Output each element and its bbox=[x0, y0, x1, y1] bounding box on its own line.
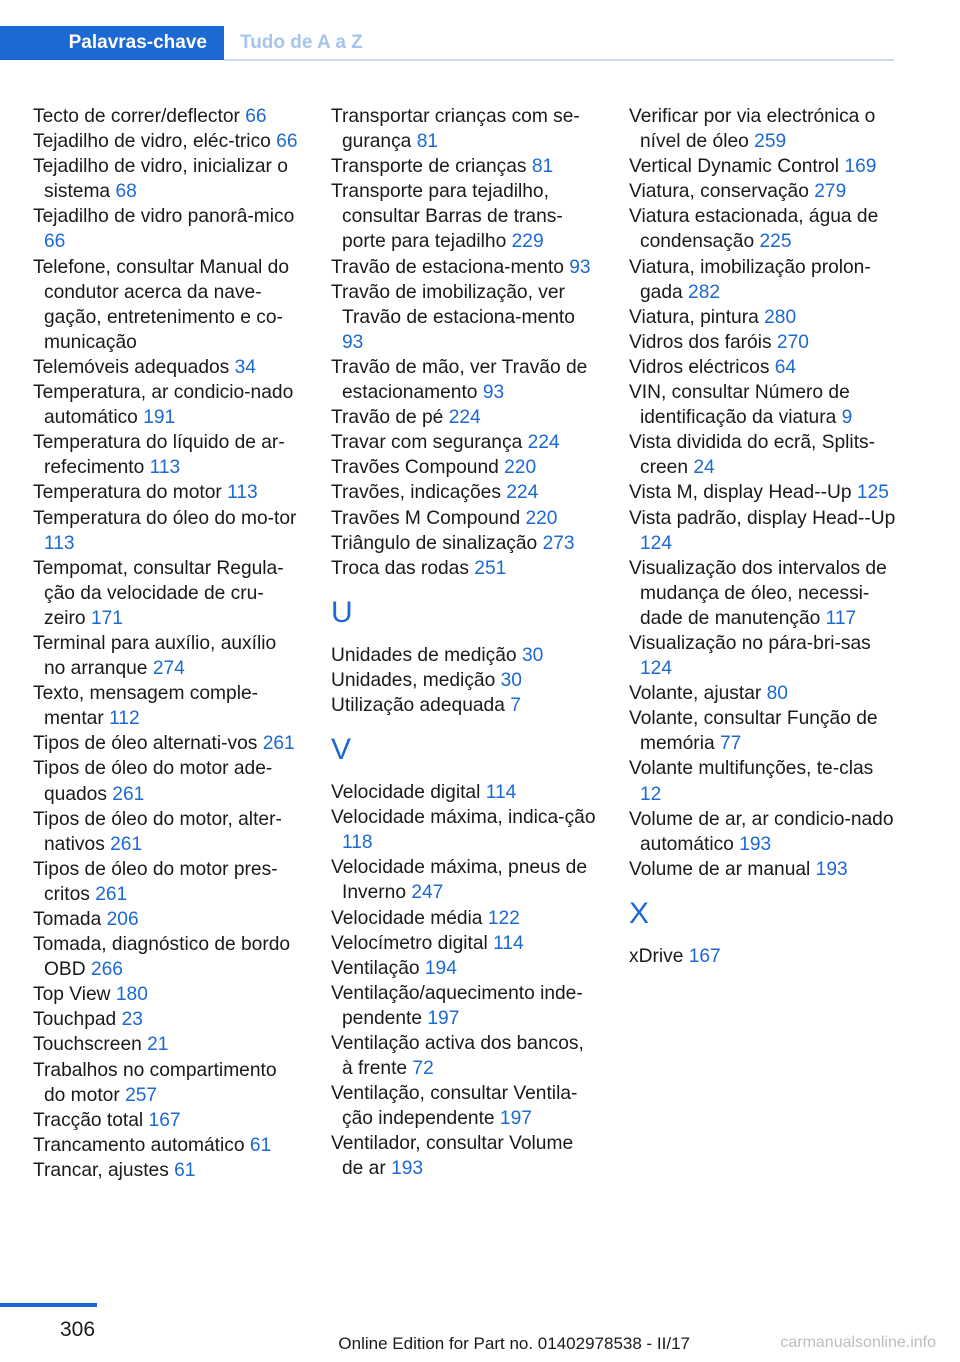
page-ref-link[interactable]: 93 bbox=[569, 256, 591, 278]
index-entry bbox=[331, 1081, 599, 1131]
entry-term: Touchscreen bbox=[33, 1034, 142, 1056]
page-ref-link[interactable]: 125 bbox=[856, 482, 889, 504]
page-ref-link[interactable]: 7 bbox=[510, 694, 521, 716]
entry-term: Vista padrão, display Head--Up bbox=[629, 507, 896, 529]
page-ref-link[interactable]: 261 bbox=[110, 833, 143, 855]
index-entry bbox=[33, 1058, 301, 1108]
index-column-2 bbox=[331, 104, 599, 1182]
tab-palavras-chave[interactable]: Palavras-chave bbox=[0, 26, 224, 60]
page-ref-link[interactable]: 66 bbox=[44, 231, 66, 253]
index-entry bbox=[33, 556, 301, 631]
page-ref-link[interactable]: 30 bbox=[500, 669, 522, 691]
page-ref-link[interactable]: 193 bbox=[815, 858, 848, 880]
index-entry bbox=[331, 430, 599, 455]
index-entry bbox=[33, 731, 301, 756]
page-ref-link[interactable]: 257 bbox=[125, 1084, 158, 1106]
index-entry bbox=[629, 556, 897, 631]
index-entry bbox=[629, 807, 897, 857]
entry-term: Ventilação activa dos bancos, à frente bbox=[331, 1033, 584, 1080]
page-ref-link[interactable]: 220 bbox=[525, 507, 558, 529]
index-entry bbox=[331, 780, 599, 805]
section-letter: X bbox=[629, 896, 650, 930]
entry-term: Travões, indicações bbox=[331, 482, 501, 504]
entry-term: Volante, consultar Função de memória bbox=[629, 708, 878, 755]
index-entry bbox=[629, 756, 897, 806]
index-entry bbox=[33, 1158, 301, 1183]
index-entry bbox=[331, 1031, 599, 1081]
entry-term: Travão de pé bbox=[331, 407, 444, 429]
page-ref-link[interactable]: 225 bbox=[759, 231, 792, 253]
page-ref-link[interactable]: 193 bbox=[739, 833, 772, 855]
index-entry bbox=[33, 857, 301, 907]
index-entry bbox=[629, 681, 897, 706]
page-ref-link[interactable]: 9 bbox=[841, 407, 853, 429]
index-entry bbox=[331, 480, 599, 505]
entry-term: Tipos de óleo do motor, alter-nativos bbox=[33, 808, 282, 855]
entry-term: Tipos de óleo do motor ade-quados bbox=[33, 758, 273, 805]
index-entry bbox=[33, 1032, 301, 1057]
index-entry bbox=[331, 956, 599, 981]
entry-term: Velocidade máxima, indica-ção bbox=[331, 807, 596, 829]
index-entry bbox=[33, 1108, 301, 1133]
entry-term: Volante multifunções, te-clas bbox=[629, 758, 874, 780]
index-entry bbox=[629, 355, 897, 380]
index-entry bbox=[33, 204, 301, 254]
entry-term: Viatura, imobilização prolon-gada bbox=[629, 256, 871, 303]
index-entry bbox=[33, 255, 301, 355]
entry-term: Travão de estaciona-mento bbox=[331, 256, 564, 278]
page-ref-link[interactable]: 118 bbox=[342, 832, 373, 854]
index-entry bbox=[629, 305, 897, 330]
index-entry bbox=[629, 380, 897, 430]
page-ref-link[interactable]: 81 bbox=[531, 156, 554, 178]
entry-term: Touchpad bbox=[33, 1009, 117, 1031]
index-entry bbox=[33, 631, 301, 681]
entry-term: xDrive bbox=[629, 945, 684, 967]
page-ref-link[interactable]: 61 bbox=[174, 1159, 196, 1181]
page-ref-link[interactable]: 64 bbox=[774, 356, 797, 378]
index-entry bbox=[331, 179, 599, 254]
page-ref-link[interactable]: 77 bbox=[719, 733, 742, 755]
index-entry bbox=[629, 104, 897, 154]
entry-term: Viatura estacionada, água de condensação bbox=[629, 206, 879, 253]
page-ref-link[interactable]: 251 bbox=[474, 557, 507, 579]
page-ref-link[interactable]: 266 bbox=[90, 959, 123, 981]
page-ref-link[interactable]: 224 bbox=[527, 432, 560, 454]
entry-term: Temperatura do óleo do mo-tor bbox=[33, 507, 297, 529]
page-ref-link[interactable]: 273 bbox=[542, 532, 575, 554]
entry-term: Unidades de medição bbox=[331, 644, 517, 666]
page-ref-link[interactable]: 113 bbox=[227, 482, 258, 504]
tab-tudo-de-a-a-z[interactable]: Tudo de A a Z bbox=[240, 32, 363, 53]
entry-term: Visualização dos intervalos de mudança de óleo, necessi-dade de manutenção bbox=[629, 557, 887, 629]
index-entry bbox=[629, 179, 897, 204]
index-entry bbox=[33, 355, 301, 380]
page-ref-link[interactable]: 191 bbox=[143, 407, 176, 429]
index-entry bbox=[331, 1131, 599, 1181]
entry-term: Troca das rodas bbox=[331, 557, 469, 579]
section-letter: U bbox=[331, 595, 353, 629]
index-entry bbox=[331, 455, 599, 480]
page-ref-link[interactable]: 279 bbox=[814, 181, 847, 203]
entry-term: Tracção total bbox=[33, 1109, 144, 1131]
entry-term: Ventilador, consultar Volume de ar bbox=[331, 1133, 574, 1180]
page-ref-link[interactable]: 247 bbox=[411, 882, 444, 904]
section-letter: V bbox=[331, 733, 352, 767]
index-entry bbox=[629, 330, 897, 355]
page-ref-link[interactable]: 280 bbox=[764, 306, 797, 328]
entry-term: Telefone, consultar Manual do condutor acerca da nave-gação, entretenimento e co-municação bbox=[33, 256, 289, 353]
entry-term: Terminal para auxílio, auxílio no arranque bbox=[33, 632, 277, 680]
index-entry bbox=[331, 255, 599, 280]
page-ref-link[interactable]: 66 bbox=[245, 106, 267, 127]
entry-term: Trabalhos no compartimento do motor bbox=[33, 1059, 277, 1106]
entry-term: Vista M, display Head--Up bbox=[629, 482, 852, 504]
entry-term: Trancar, ajustes bbox=[33, 1159, 169, 1181]
index-entry bbox=[331, 355, 599, 405]
index-entry bbox=[629, 204, 897, 254]
index-entry bbox=[331, 981, 599, 1031]
page-ref-link[interactable]: 194 bbox=[424, 957, 457, 979]
header-divider bbox=[224, 59, 894, 61]
entry-term: Ventilação bbox=[331, 957, 420, 979]
watermark: carmanualsonline.info bbox=[780, 1334, 936, 1351]
entry-term: Tejadilho de vidro panorâ-mico bbox=[33, 206, 295, 228]
page-ref-link[interactable]: 30 bbox=[521, 644, 544, 666]
index-entry bbox=[33, 129, 301, 154]
index-entry bbox=[629, 706, 897, 756]
page-ref-link[interactable]: 113 bbox=[44, 532, 75, 554]
footer-accent-bar bbox=[0, 1303, 97, 1307]
entry-term: Trancamento automático bbox=[33, 1134, 245, 1156]
index-entry bbox=[33, 430, 301, 480]
page-ref-link[interactable]: 206 bbox=[106, 909, 139, 930]
entry-term: Utilização adequada bbox=[331, 694, 505, 716]
page-ref-link[interactable]: 34 bbox=[234, 356, 256, 378]
page-ref-link[interactable]: 197 bbox=[427, 1007, 460, 1029]
entry-term: Tomada, diagnóstico de bordo OBD bbox=[33, 934, 291, 981]
page-ref-link[interactable]: 24 bbox=[693, 457, 715, 479]
page-ref-link[interactable]: 113 bbox=[149, 457, 181, 479]
entry-term: Top View bbox=[33, 984, 111, 1006]
page-ref-link[interactable]: 80 bbox=[766, 683, 788, 705]
index-entry bbox=[331, 154, 599, 179]
entry-term: Tecto de correr/deflector bbox=[33, 106, 240, 127]
index-entry bbox=[33, 154, 301, 204]
entry-term: Viatura, pintura bbox=[629, 306, 759, 328]
index-entry bbox=[331, 693, 599, 718]
entry-term: Tejadilho de vidro, inicializar o sistema bbox=[33, 156, 288, 203]
page-ref-link[interactable]: 229 bbox=[511, 231, 544, 253]
page-ref-link[interactable]: 282 bbox=[688, 281, 721, 303]
entry-term: Velocímetro digital bbox=[331, 932, 488, 954]
entry-term: Temperatura, ar condicio-nado automático bbox=[33, 382, 294, 429]
page-ref-link[interactable]: 274 bbox=[152, 658, 185, 680]
entry-term: Velocidade média bbox=[331, 907, 483, 929]
page-ref-link[interactable]: 122 bbox=[487, 907, 520, 929]
page-ref-link[interactable]: 81 bbox=[416, 131, 439, 153]
page-ref-link[interactable]: 261 bbox=[95, 883, 128, 905]
page-ref-link[interactable]: 114 bbox=[485, 782, 517, 804]
index-entry bbox=[629, 506, 897, 556]
page-ref-link[interactable]: 72 bbox=[412, 1058, 434, 1080]
page-ref-link[interactable]: 261 bbox=[112, 783, 145, 805]
page-ref-link[interactable]: 66 bbox=[276, 131, 298, 153]
index-entry bbox=[629, 154, 897, 179]
page-ref-link[interactable]: 261 bbox=[262, 733, 295, 755]
entry-term: Ventilação/aquecimento inde-pendente bbox=[331, 982, 583, 1029]
index-entry bbox=[33, 982, 301, 1007]
index-entry bbox=[629, 857, 897, 882]
index-entry bbox=[33, 506, 301, 556]
entry-term: Volume de ar manual bbox=[629, 858, 811, 880]
index-column-1 bbox=[33, 104, 301, 1183]
entry-term: Texto, mensagem comple-mentar bbox=[33, 683, 259, 730]
entry-term: Volante, ajustar bbox=[629, 683, 762, 705]
entry-term: Temperatura do líquido de ar-refecimento bbox=[33, 432, 285, 479]
page-ref-link[interactable]: 23 bbox=[121, 1009, 143, 1031]
page-ref-link[interactable]: 197 bbox=[499, 1108, 532, 1130]
page-ref-link[interactable]: 112 bbox=[109, 708, 140, 730]
header-tabbar bbox=[0, 0, 960, 64]
index-entry bbox=[33, 932, 301, 982]
entry-term: Tipos de óleo do motor pres-critos bbox=[33, 858, 278, 905]
index-entry bbox=[331, 931, 599, 956]
page-ref-link[interactable]: 180 bbox=[115, 984, 148, 1006]
page-ref-link[interactable]: 171 bbox=[90, 607, 123, 629]
page-ref-link[interactable]: 224 bbox=[448, 407, 481, 429]
index-entry bbox=[33, 380, 301, 430]
page-ref-link[interactable]: 167 bbox=[688, 945, 721, 967]
page-ref-link[interactable]: 68 bbox=[115, 181, 137, 203]
page-ref-link[interactable]: 61 bbox=[249, 1134, 272, 1156]
index-entry bbox=[33, 907, 301, 932]
entry-term: Tomada bbox=[33, 909, 102, 930]
index-entry bbox=[331, 531, 599, 556]
edition-note: Online Edition for Part no. 01402978538 - II/17 bbox=[338, 1334, 690, 1353]
index-entry bbox=[629, 430, 897, 480]
entry-term: Vidros dos faróis bbox=[629, 331, 772, 353]
entry-term: Telemóveis adequados bbox=[33, 356, 230, 378]
page-ref-link[interactable]: 93 bbox=[342, 331, 364, 353]
index-entry bbox=[331, 668, 599, 693]
page-ref-link[interactable]: 124 bbox=[640, 532, 673, 554]
index-entry bbox=[331, 805, 599, 855]
page-ref-link[interactable]: 117 bbox=[825, 607, 857, 629]
page-ref-link[interactable]: 21 bbox=[147, 1034, 169, 1056]
page-ref-link[interactable]: 124 bbox=[640, 658, 673, 680]
index-column-3 bbox=[629, 104, 897, 969]
index-entry bbox=[331, 506, 599, 531]
entry-term: Volume de ar, ar condicio-nado automático bbox=[629, 808, 894, 855]
entry-term: Travões M Compound bbox=[331, 507, 521, 529]
entry-term: Vista dividida do ecrã, Splits-creen bbox=[629, 432, 876, 479]
entry-term: Tipos de óleo alternati-vos bbox=[33, 733, 258, 755]
entry-term: Viatura, conservação bbox=[629, 181, 809, 203]
entry-term: Vertical Dynamic Control bbox=[629, 156, 840, 178]
index-entry bbox=[331, 643, 599, 668]
index-entry bbox=[33, 681, 301, 731]
entry-term: Triângulo de sinalização bbox=[331, 532, 538, 554]
entry-term: Travão de mão, ver Travão de estacionamento bbox=[331, 356, 588, 404]
entry-term: Velocidade digital bbox=[331, 782, 481, 804]
index-entry bbox=[33, 1007, 301, 1032]
index-entry bbox=[629, 944, 897, 969]
page-ref-link[interactable]: 12 bbox=[640, 783, 662, 805]
index-entry bbox=[33, 756, 301, 806]
entry-term: Velocidade máxima, pneus de Inverno bbox=[331, 857, 587, 904]
page-ref-link[interactable]: 169 bbox=[844, 156, 877, 178]
page-ref-link[interactable]: 220 bbox=[504, 457, 537, 479]
entry-term: VIN, consultar Número de identificação da viatura bbox=[629, 382, 850, 429]
index-entry bbox=[33, 1133, 301, 1158]
index-entry bbox=[629, 255, 897, 305]
entry-term: Verificar por via electrónica o nível de óleo bbox=[629, 106, 876, 153]
index-entry bbox=[331, 556, 599, 581]
entry-term: Temperatura do motor bbox=[33, 482, 222, 504]
entry-term: Vidros eléctricos bbox=[629, 356, 770, 378]
page-ref-link[interactable]: 259 bbox=[754, 131, 787, 153]
entry-term: Transporte de crianças bbox=[331, 156, 527, 178]
entry-term: Transportar crianças com se-gurança bbox=[331, 106, 580, 153]
entry-term: Tempomat, consultar Regula-ção da velocidade de cru-zeiro bbox=[33, 557, 284, 629]
page-ref-link[interactable]: 270 bbox=[776, 331, 809, 353]
index-entry bbox=[331, 405, 599, 430]
index-entry bbox=[33, 104, 301, 129]
index-entry bbox=[33, 480, 301, 505]
page-number: 306 bbox=[60, 1318, 96, 1341]
entry-term: Travões Compound bbox=[331, 457, 499, 479]
entry-term: Transporte para tejadilho, consultar Barras de trans-porte para tejadilho bbox=[331, 181, 563, 253]
index-entry bbox=[33, 807, 301, 857]
entry-term: Visualização no pára-bri-sas bbox=[629, 632, 871, 654]
page-ref-link[interactable]: 193 bbox=[391, 1158, 424, 1180]
index-entry bbox=[629, 480, 897, 505]
index-entry bbox=[331, 855, 599, 905]
index-entry bbox=[331, 906, 599, 931]
index-entry bbox=[331, 104, 599, 154]
page-ref-link[interactable]: 114 bbox=[493, 932, 524, 954]
entry-term: Travão de imobilização, ver Travão de estaciona-mento bbox=[331, 281, 575, 328]
entry-term: Travar com segurança bbox=[331, 432, 523, 454]
entry-term: Tejadilho de vidro, eléc-trico bbox=[33, 131, 271, 153]
index-entry bbox=[629, 631, 897, 681]
entry-term: Unidades, medição bbox=[331, 669, 496, 691]
index-entry bbox=[331, 280, 599, 355]
page-ref-link[interactable]: 167 bbox=[148, 1109, 181, 1131]
page-ref-link[interactable]: 224 bbox=[506, 482, 539, 504]
entry-term: Ventilação, consultar Ventila-ção independente bbox=[331, 1083, 578, 1130]
page-ref-link[interactable]: 93 bbox=[482, 382, 505, 404]
